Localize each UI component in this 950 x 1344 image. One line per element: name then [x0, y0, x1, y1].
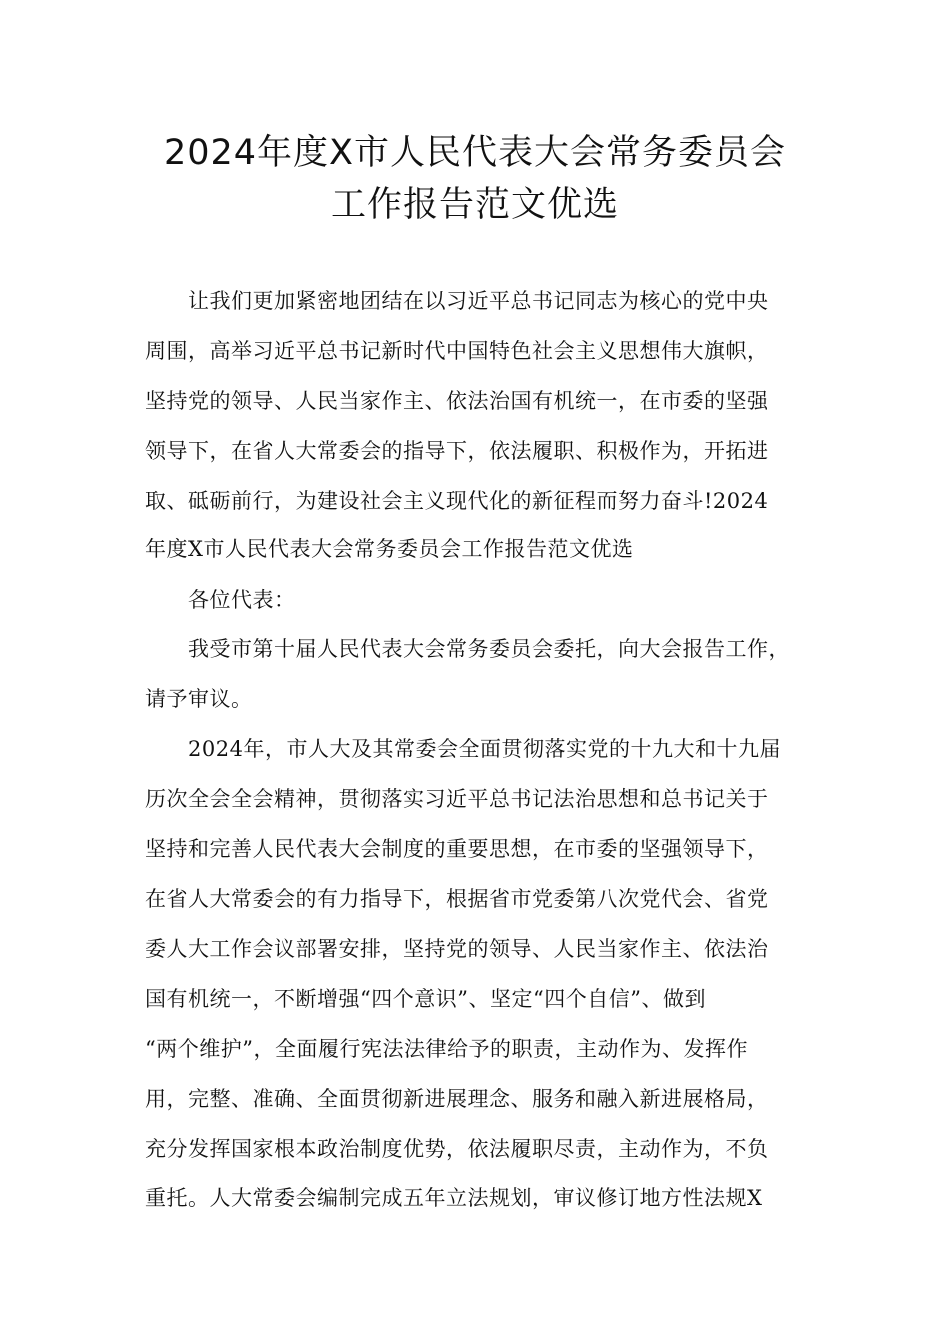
- salutation: 各位代表：: [188, 588, 296, 612]
- paragraph-1-line-6: 年度X市人民代表大会常务委员会工作报告范文优选: [145, 537, 634, 561]
- paragraph-3-line-1: 我受市第十届人民代表大会常务委员会委托，向大会报告工作，: [188, 637, 790, 661]
- document-title-line-1: 2024年度X市人民代表大会常务委员会: [163, 133, 787, 173]
- paragraph-4-line-3: 坚持和完善人民代表大会制度的重要思想，在市委的坚强领导下，: [145, 837, 769, 861]
- paragraph-1-line-1: 让我们更加紧密地团结在以习近平总书记同志为核心的党中央: [188, 289, 769, 313]
- paragraph-4-line-9: 充分发挥国家根本政治制度优势，依法履职尽责，主动作为，不负: [145, 1137, 769, 1161]
- document-title-line-2: 工作报告范文优选: [330, 185, 619, 225]
- paragraph-3-line-2: 请予审议。: [145, 687, 253, 711]
- paragraph-1-line-3: 坚持党的领导、人民当家作主、依法治国有机统一，在市委的坚强: [145, 389, 769, 413]
- paragraph-1-line-5: 取、砥砺前行，为建设社会主义现代化的新征程而努力奋斗!2024: [145, 489, 769, 513]
- paragraph-4-line-4: 在省人大常委会的有力指导下，根据省市党委第八次党代会、省党: [145, 887, 769, 911]
- paragraph-1-line-4: 领导下，在省人大常委会的指导下，依法履职、积极作为，开拓进: [145, 439, 769, 463]
- paragraph-4-line-5: 委人大工作会议部署安排，坚持党的领导、人民当家作主、依法治: [145, 937, 769, 961]
- paragraph-4-line-1: 2024年，市人大及其常委会全面贯彻落实党的十九大和十九届: [188, 737, 781, 761]
- paragraph-4-line-2: 历次全会全会精神，贯彻落实习近平总书记法治思想和总书记关于: [145, 787, 769, 811]
- paragraph-4-line-10: 重托。人大常委会编制完成五年立法规划，审议修订地方性法规X: [145, 1186, 763, 1210]
- paragraph-4-line-8: 用，完整、准确、全面贯彻新进展理念、服务和融入新进展格局，: [145, 1087, 769, 1111]
- paragraph-1-line-2: 周围，高举习近平总书记新时代中国特色社会主义思想伟大旗帜，: [145, 339, 769, 363]
- paragraph-4-line-6: 国有机统一，不断增强“四个意识”、坚定“四个自信”、做到: [145, 987, 706, 1011]
- paragraph-4-line-7: “两个维护”，全面履行宪法法律给予的职责，主动作为、发挥作: [145, 1037, 748, 1061]
